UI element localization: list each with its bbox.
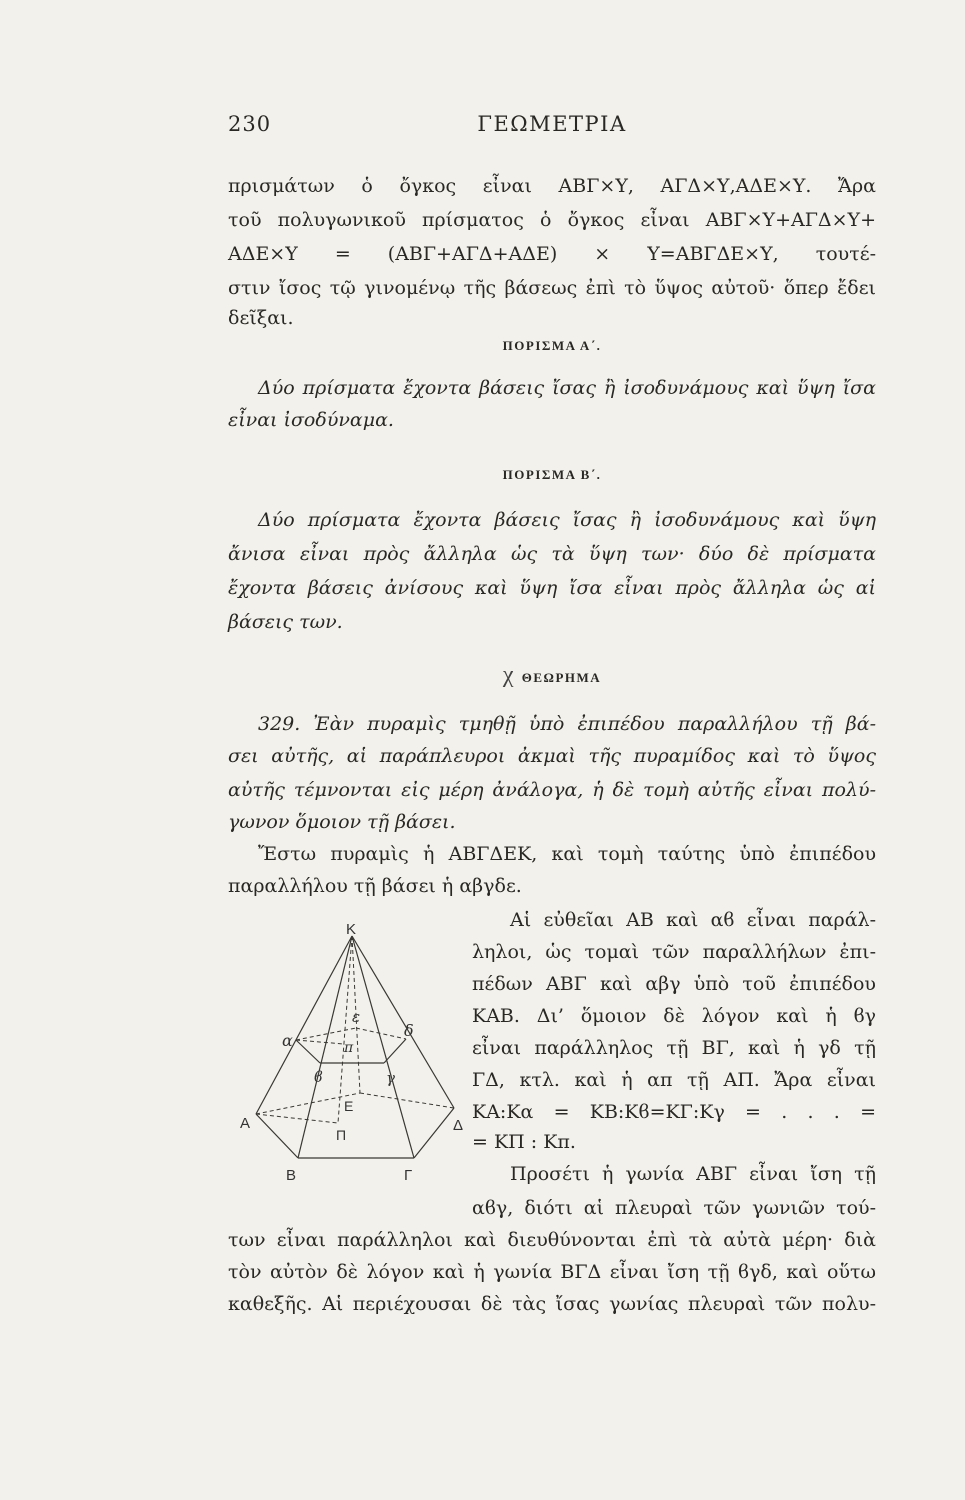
- proof-line: εἶναι παράλληλος τῇ ΒΓ, καὶ ἡ γδ τῇ: [472, 1037, 876, 1059]
- edge-AB: [256, 1114, 298, 1158]
- intro-line: δεῖξαι.: [228, 307, 294, 329]
- proof-line: ΚΑ:Κα = ΚΒ:Κϐ=ΚΓ:Κγ = . . . =: [472, 1101, 876, 1123]
- theorem-statement-line: γωνον ὅμοιον τῇ βάσει.: [228, 811, 456, 833]
- label-b: ϐ: [314, 1068, 323, 1086]
- porisma-a-line: Δύο πρίσματα ἔχοντα βάσεις ἴσας ἢ ἰσοδυνάμους καὶ ὕψη ἴσα: [258, 377, 876, 399]
- label-B: Β: [286, 1167, 297, 1184]
- proof-line: τὸν αὐτὸν δὲ λόγον καὶ ἡ γωνία ΒΓΔ εἶναι ἴση τῇ ϐγδ, καὶ οὕτω: [228, 1261, 876, 1283]
- porisma-b-heading: ΠΟΡΙΣΜΑ Β΄.: [502, 467, 602, 482]
- setup-line: παραλλήλου τῇ βάσει ἡ αβγδε.: [228, 875, 522, 897]
- porisma-b-line: ἔχοντα βάσεις ἀνίσους καὶ ὕψη ἴσα εἶναι πρὸς ἄλληλα ὡς αἱ: [228, 577, 876, 599]
- proof-line: αϐγ, διότι αἱ πλευραὶ τῶν γωνιῶν τού-: [472, 1197, 876, 1219]
- page-number: 230: [228, 112, 272, 136]
- proof-line: ΚΑΒ. Δι’ ὅμοιον δὲ λόγον καὶ ἡ ϐγ: [472, 1005, 876, 1027]
- porisma-b-line: Δύο πρίσματα ἔχοντα βάσεις ἴσας ἢ ἰσοδυνάμους καὶ ὕψη: [258, 509, 876, 531]
- proof-line: ΓΔ, κτλ. καὶ ἡ απ τῇ ΑΠ. Ἄρα εἶναι: [472, 1069, 876, 1091]
- label-a: α: [282, 1031, 293, 1050]
- label-g: γ: [386, 1069, 395, 1087]
- edge-KG: [352, 936, 414, 1158]
- proof-line: Προσέτι ἡ γωνία ΑΒΓ εἶναι ἴση τῇ: [510, 1163, 876, 1185]
- porisma-b-line: ἄνισα εἶναι πρὸς ἄλληλα ὡς τὰ ὕψη των· δύο δὲ πρίσματα: [228, 543, 876, 565]
- intro-line: πρισμάτων ὁ ὄγκος εἶναι ΑΒΓ×Υ, ΑΓΔ×Υ,ΑΔΕ×Υ. Ἄρα: [228, 175, 876, 197]
- edge-KD: [352, 936, 454, 1108]
- proof-line: πέδων ΑΒΓ καὶ αβγ ὑπὸ τοῦ ἐπιπέδου: [472, 973, 876, 995]
- label-K: Κ: [346, 921, 357, 938]
- segment-AP-hidden: [256, 1114, 338, 1123]
- edge-ed-hidden: [356, 1028, 406, 1039]
- edge-GD: [414, 1108, 454, 1158]
- porisma-a-heading: ΠΟΡΙΣΜΑ Α΄.: [502, 338, 602, 353]
- theorem-statement-line: 329. Ἐὰν πυραμὶς τμηθῇ ὑπὸ ἐπιπέδου παραλλήλου τῇ βά-: [258, 713, 876, 735]
- pyramid-diagram: [236, 918, 472, 1218]
- edge-KA: [256, 936, 352, 1114]
- label-E: Ε: [344, 1098, 354, 1114]
- theorem-statement-line: σει αὐτῆς, αἱ παράπλευροι ἀκμαὶ τῆς πυραμίδος καὶ τὸ ὕψος: [228, 745, 876, 767]
- theorem-heading: ΘΕΩΡΗΜΑ: [521, 670, 602, 685]
- label-D: Δ: [453, 1117, 464, 1134]
- theorem-statement-line: αὐτῆς τέμνονται εἰς μέρη ἀνάλογα, ἡ δὲ τομὴ αὐτῆς εἶναι πολύ-: [228, 779, 876, 801]
- setup-line: Ἔστω πυραμὶς ἡ ΑΒΓΔΕΚ, καὶ τομὴ ταύτης ὑπὸ ἐπιπέδου: [258, 843, 876, 865]
- label-G: Γ: [404, 1167, 413, 1184]
- proof-line: Αἱ εὐθεῖαι ΑΒ καὶ αϐ εἶναι παράλ-: [510, 909, 876, 931]
- label-p: π: [344, 1040, 354, 1056]
- porisma-b-line: βάσεις των.: [228, 611, 343, 633]
- edge-gd: [384, 1039, 406, 1063]
- proof-line: = ΚΠ : Κπ.: [472, 1131, 576, 1153]
- label-d: δ: [404, 1021, 414, 1040]
- proof-line: καθεξῆς. Αἱ περιέχουσαι δὲ τὰς ἴσας γωνίας πλευραὶ τῶν πολυ-: [228, 1293, 876, 1315]
- porisma-a-line: εἶναι ἰσοδύναμα.: [228, 409, 394, 431]
- pyramid-figure: [236, 918, 472, 1218]
- intro-line: τοῦ πολυγωνικοῦ πρίσματος ὁ ὄγκος εἶναι ΑΒΓ×Υ+ΑΓΔ×Υ+: [228, 209, 876, 231]
- intro-line: ΑΔΕ×Υ = (ΑΒΓ+ΑΓΔ+ΑΔΕ) × Υ=ΑΒΓΔΕ×Υ, τουτέ-: [228, 243, 876, 265]
- theorem-heading-block: [228, 662, 876, 689]
- label-e: ε: [352, 1008, 361, 1026]
- edge-ae-hidden: [296, 1028, 356, 1040]
- proof-line: ληλοι, ὡς τομαὶ τῶν παραλλήλων ἐπι-: [472, 941, 876, 963]
- proof-line: των εἶναι παράλληλοι καὶ διευθύνονται ἐπὶ τὰ αὐτὰ μέρη· διὰ: [228, 1229, 876, 1251]
- label-P: Π: [336, 1127, 347, 1143]
- edge-ED-hidden: [360, 1093, 454, 1108]
- segment-ap-hidden: [296, 1040, 344, 1044]
- intro-line: στιν ἴσος τῷ γινομένῳ τῆς βάσεως ἐπὶ τὸ ὕψος αὐτοῦ· ὅπερ ἔδει: [228, 277, 876, 299]
- running-title: ΓΕΩΜΕΤΡΙΑ: [477, 112, 627, 136]
- page-header: [228, 112, 876, 152]
- label-A: Α: [240, 1115, 251, 1132]
- edge-ab: [296, 1040, 320, 1063]
- margin-pencil-mark: χ: [502, 662, 515, 688]
